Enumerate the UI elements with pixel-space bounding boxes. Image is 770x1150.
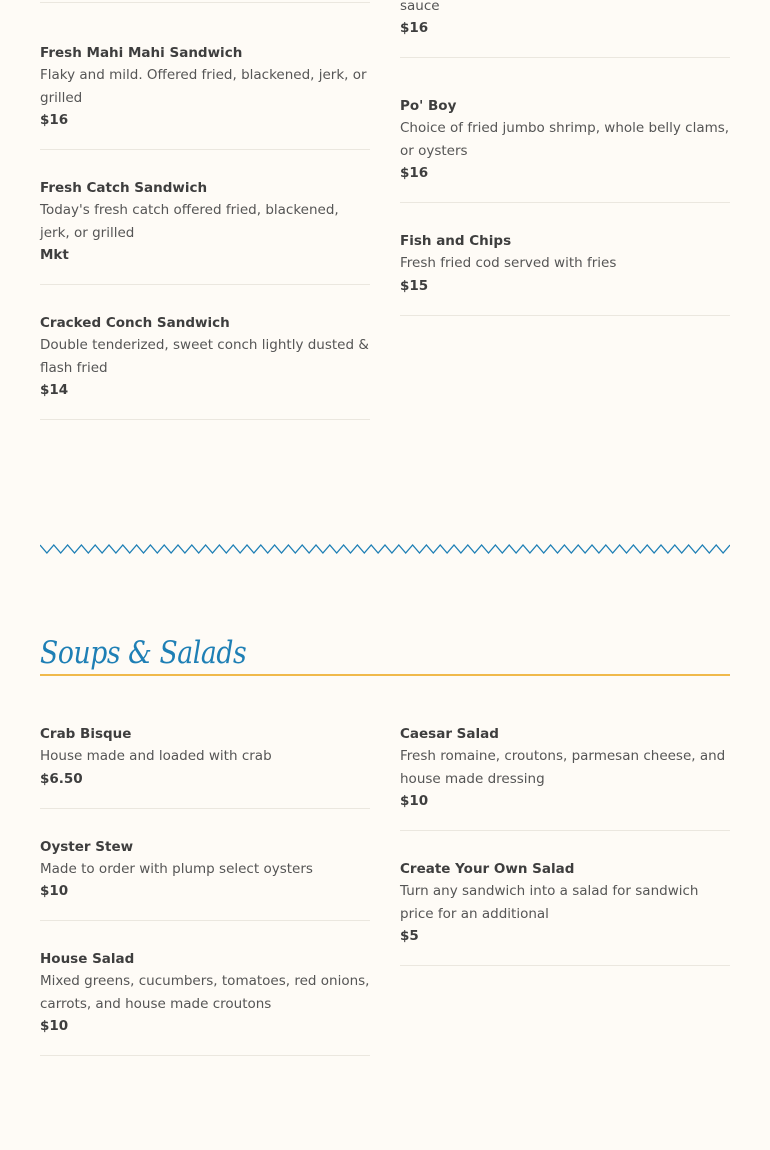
menu-item	[40, 312, 370, 420]
item-description: Turn any sandwich into a salad for sandwich price for an additional	[400, 883, 699, 922]
item-price: $16	[400, 20, 429, 36]
item-name: Cracked Conch Sandwich	[40, 315, 230, 331]
menu-item	[400, 858, 730, 966]
item-price: $6.50	[40, 770, 83, 787]
item-description: Fresh romaine, croutons, parmesan cheese, and house made dressing	[400, 748, 726, 787]
menu-item	[40, 723, 370, 809]
item-price: $10	[40, 1018, 69, 1034]
item-name: Fresh Catch Sandwich	[40, 180, 208, 196]
section-heading	[40, 632, 730, 676]
item-description: Today's fresh catch offered fried, blackened, jerk, or grilled	[40, 202, 339, 241]
item-description: Choice of fried jumbo shrimp, whole belly clams, or oysters	[400, 120, 730, 159]
item-price: $14	[40, 382, 69, 398]
item-price: $5	[400, 928, 419, 944]
sandwiches-right-column	[400, 0, 730, 343]
item-name: Fish and Chips	[400, 233, 512, 249]
menu-item	[40, 948, 370, 1056]
item-price: $10	[400, 793, 429, 809]
item-name: Oyster Stew	[40, 838, 134, 855]
soups-left-column	[40, 723, 370, 1083]
item-name: Create Your Own Salad	[400, 861, 575, 877]
menu-item-fragment	[400, 0, 730, 58]
item-price: $16	[40, 112, 69, 128]
item-description: Mixed greens, cucumbers, tomatoes, red onions, carrots, and house made croutons	[40, 973, 370, 1012]
item-price: Mkt	[40, 247, 69, 263]
item-price: $15	[400, 277, 429, 294]
menu-item	[40, 42, 370, 150]
item-name: Crab Bisque	[40, 726, 132, 742]
menu-item	[40, 836, 370, 922]
item-description: sauce	[400, 0, 440, 14]
item-name: Po' Boy	[400, 98, 457, 114]
soups-right-column	[400, 723, 730, 993]
top-divider	[40, 0, 370, 3]
item-description: Fresh fried cod served with fries	[400, 255, 617, 271]
sandwiches-left-column	[40, 0, 370, 447]
item-name: Fresh Mahi Mahi Sandwich	[40, 45, 243, 61]
item-price: $16	[400, 165, 429, 181]
item-name: Caesar Salad	[400, 726, 499, 742]
menu-item	[40, 177, 370, 285]
menu-item	[400, 95, 730, 203]
item-price: $10	[40, 883, 69, 899]
item-description: House made and loaded with crab	[40, 748, 272, 764]
item-description: Double tenderized, sweet conch lightly dusted & flash fried	[40, 337, 369, 376]
item-name: House Salad	[40, 951, 135, 967]
menu-item	[400, 230, 730, 316]
item-description: Made to order with plump select oysters	[40, 860, 313, 877]
zigzag-divider	[40, 541, 730, 557]
menu-item	[400, 723, 730, 831]
section-title: Soups & Salads	[40, 635, 247, 671]
item-description: Flaky and mild. Offered fried, blackened, jerk, or grilled	[40, 67, 367, 106]
